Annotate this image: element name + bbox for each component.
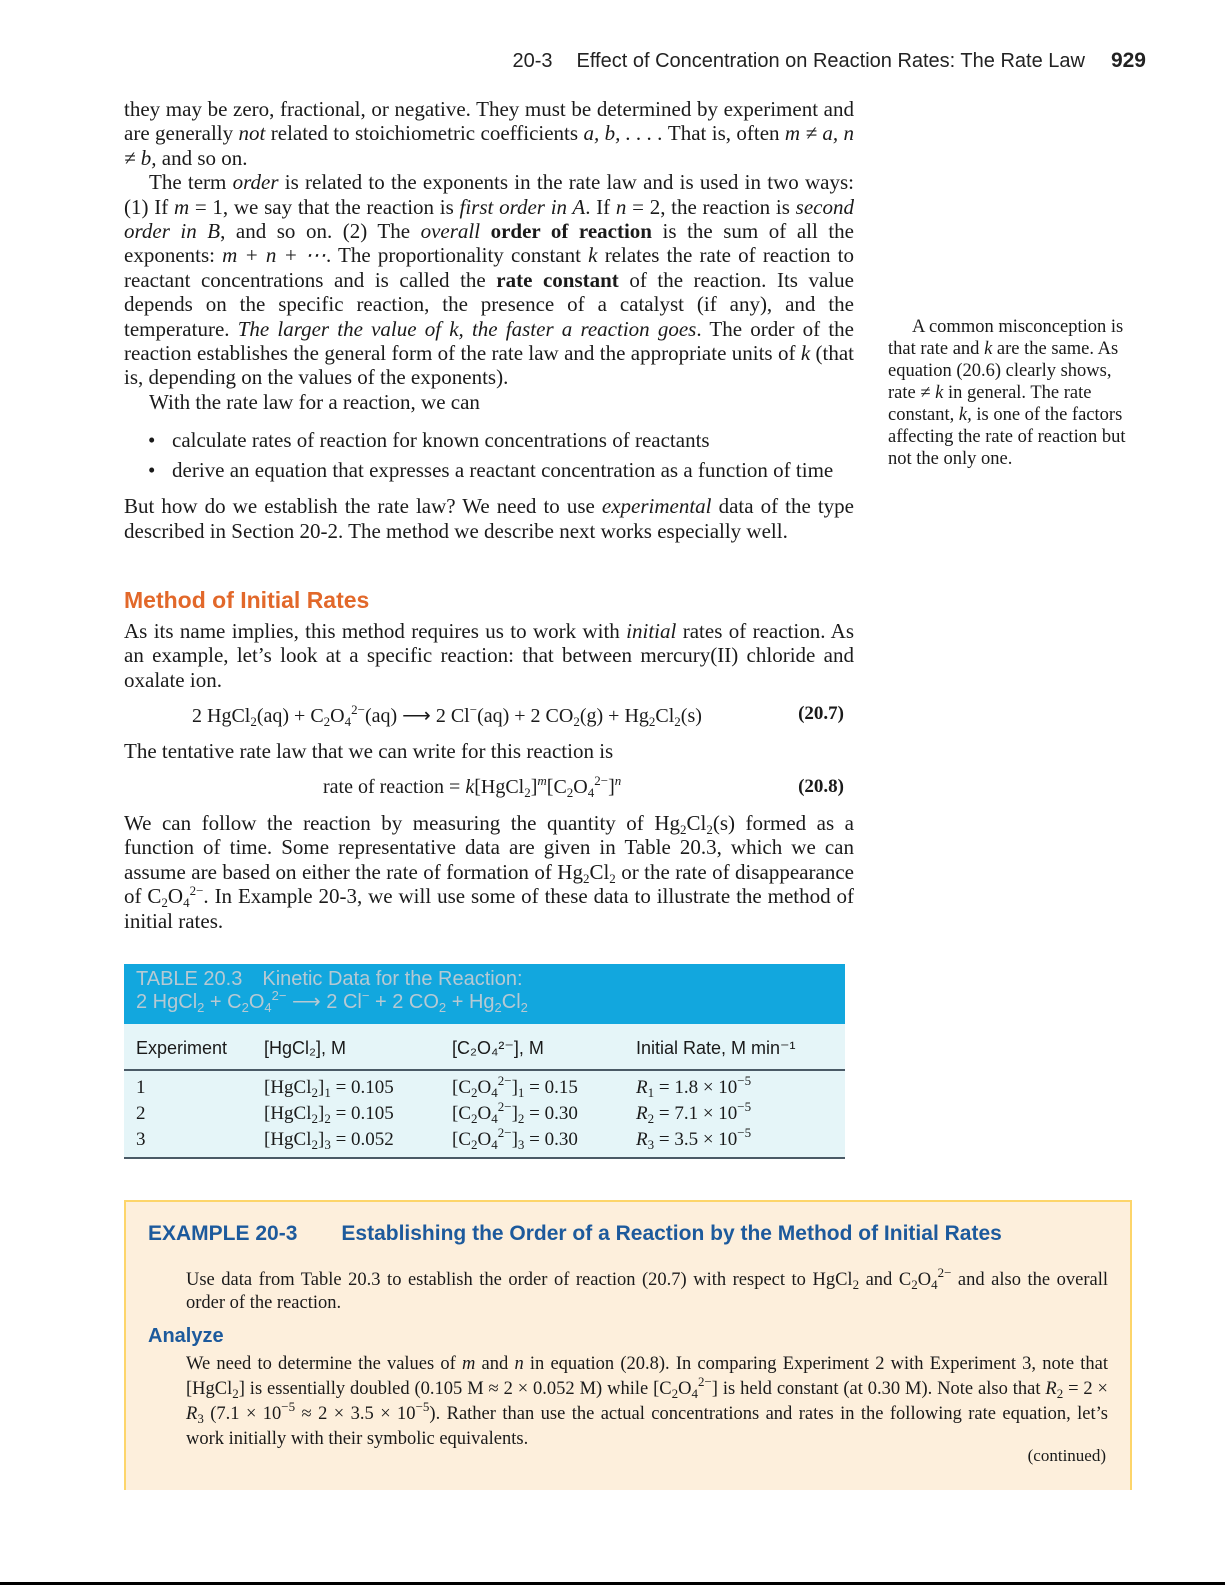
table-label: TABLE 20.3 [136,968,243,990]
paragraph-order: The term order is related to the exponents in the rate law and is used in two ways: (1) If m = 1, we say that the reaction is first order in A. If n = 2, the reaction is second order in B, and so on. (2) The overall order of reaction is the sum of all the exponents: m + n + ⋯. The proportionality constant k relates the rate of reaction to reactant concentrations and is called the rate constant of the reaction. Its value depends on the specific reaction, the presence of a catalyst (if any), and the temperature. The larger the value of k, the faster a reaction goes. The order of the reaction establishes the general form of the rate law and the appropriate units of k (that is, depending on the values of the exponents). [124,170,855,390]
table-caption [124,964,845,1024]
table-row: 1 $[HgCl_2]_1 = 0.105$ $[C_2O_4^{2-}]_1 = 0.15$ $R_1 = 1.8 \times 10^{-5}$ [136,1073,752,1100]
equation-20-8: rate of reaction = $k[HgCl_2]^m[C_2O_4^{2-}]^n$ (20.8) [323,773,844,800]
col-header: Experiment [136,1038,228,1058]
paragraph-establish: But how do we establish the rate law? We need to use experimental data of the type described in Section 20-2. The method we describe next works especially well. [124,494,854,543]
equation-number: (20.8) [798,776,844,797]
analyze-heading: Analyze [148,1325,224,1347]
paragraph-rate-law-uses: With the rate law for a reaction, we can [149,389,480,414]
table-header-row [124,1024,845,1071]
table-20-3 [124,964,845,1159]
term-order-of-reaction: order of reaction [490,219,652,244]
table-row: 3 $[HgCl_2]_3 = 0.052$ $[C_2O_4^{2-}]_3 = 0.30$ $R_3 = 3.5 \times 10^{-5}$ [136,1125,752,1152]
col-header: Initial Rate, M min⁻¹ [636,1038,796,1058]
term-rate-constant: rate constant [496,267,619,292]
col-header: [HgCl₂], M [264,1038,346,1058]
bullet-item: • calculate rates of reaction for known concentrations of reactants [124,428,854,452]
example-title [148,1222,1002,1246]
analyze-text: We need to determine the values of m and n in equation (20.8). In comparing Experiment 2 with Experiment 3, note that [HgCl$_2$] is essentially doubled (0.105 M ≈ 2 × 0.052 M) while $[C_2O_4^{2-}]$ is held constant (at 0.30 M). Note also that $R_2 = 2 \times R_3$ $(7.1 \times 10^{-5} \approx 2 \times 3.5 \times 10^{-5})$. Rather than use the actual concentrations and rates in the following rate equation, let’s work initially with their symbolic equivalents. [186,1354,1108,1449]
section-number: 20-3 [512,50,553,72]
running-head [480,49,1146,77]
table-body [124,1024,845,1159]
example-label: EXAMPLE 20-3 [148,1222,298,1245]
example-prompt: Use data from Table 20.3 to establish the order of reaction (20.7) with respect to HgCl$_2$ and $C_2O_4^{2-}$ and also the overall order of the reaction. [186,1265,1109,1313]
table-row: 2 $[HgCl_2]_2 = 0.105$ $[C_2O_4^{2-}]_2 = 0.30$ $R_2 = 7.1 \times 10^{-5}$ [136,1099,752,1126]
equation-number: (20.7) [798,703,844,724]
section-title: Effect of Concentration on Reaction Rates: The Rate Law [576,50,1085,72]
paragraph-exponents: they may be zero, fractional, or negative. They must be determined by experiment and are generally not related to stoichiometric coefficients a, b, . . . . That is, often m ≠ a, n ≠ b, and so on. [124,97,855,170]
equation-20-7: 2 HgCl$_2$(aq) + $C_2O_4^{2-}(aq)$ ⟶ 2 Cl−(aq) + 2 $CO_2(g) + Hg_2Cl_2(s)$ (20.7) [192,702,844,729]
paragraph-tentative: The tentative rate law that we can write for this reaction is [124,739,614,763]
margin-note: A common misconception is that rate and k are the same. As equation (20.6) clearly shows, rate ≠ k in general. The rate constant, k, is one of the factors affecting the rate of reaction but not the only one. [888,317,1126,469]
paragraph-follow-reaction: We can follow the reaction by measuring the quantity of $Hg_2Cl_2(s)$ formed as a function of time. Some representative data are given in Table 20.3, which we can assume are based on either the rate of formation of $Hg_2Cl_2$ or the rate of disappearance of $C_2O_4^{2-}$. In Example 20-3, we will use some of these data to illustrate the method of initial rates. [124,811,855,933]
section-intro: As its name implies, this method requires us to work with initial rates of reaction. As an example, let’s look at a specific reaction: that between mercury(II) chloride and oxalate ion. [124,619,854,692]
example-heading: Establishing the Order of a Reaction by the Method of Initial Rates [341,1222,1002,1245]
table-title: Kinetic Data for the Reaction: [262,968,523,990]
body-text-top [124,97,854,543]
example-box [124,1200,1132,1490]
page-number: 929 [1110,49,1146,72]
section-heading: Method of Initial Rates [124,587,370,613]
table-reaction: 2 HgCl$_2$ + $C_2O_4^{2-}$ ⟶ 2 Cl− + 2 $CO_2 + Hg_2Cl_2$ [136,988,528,1015]
bullet-item: • derive an equation that expresses a reactant concentration as a function of time [124,458,854,482]
continued-note: (continued) [1027,1446,1106,1465]
bullet-list [124,428,854,482]
col-header: [C₂O₄²⁻], M [452,1038,544,1058]
